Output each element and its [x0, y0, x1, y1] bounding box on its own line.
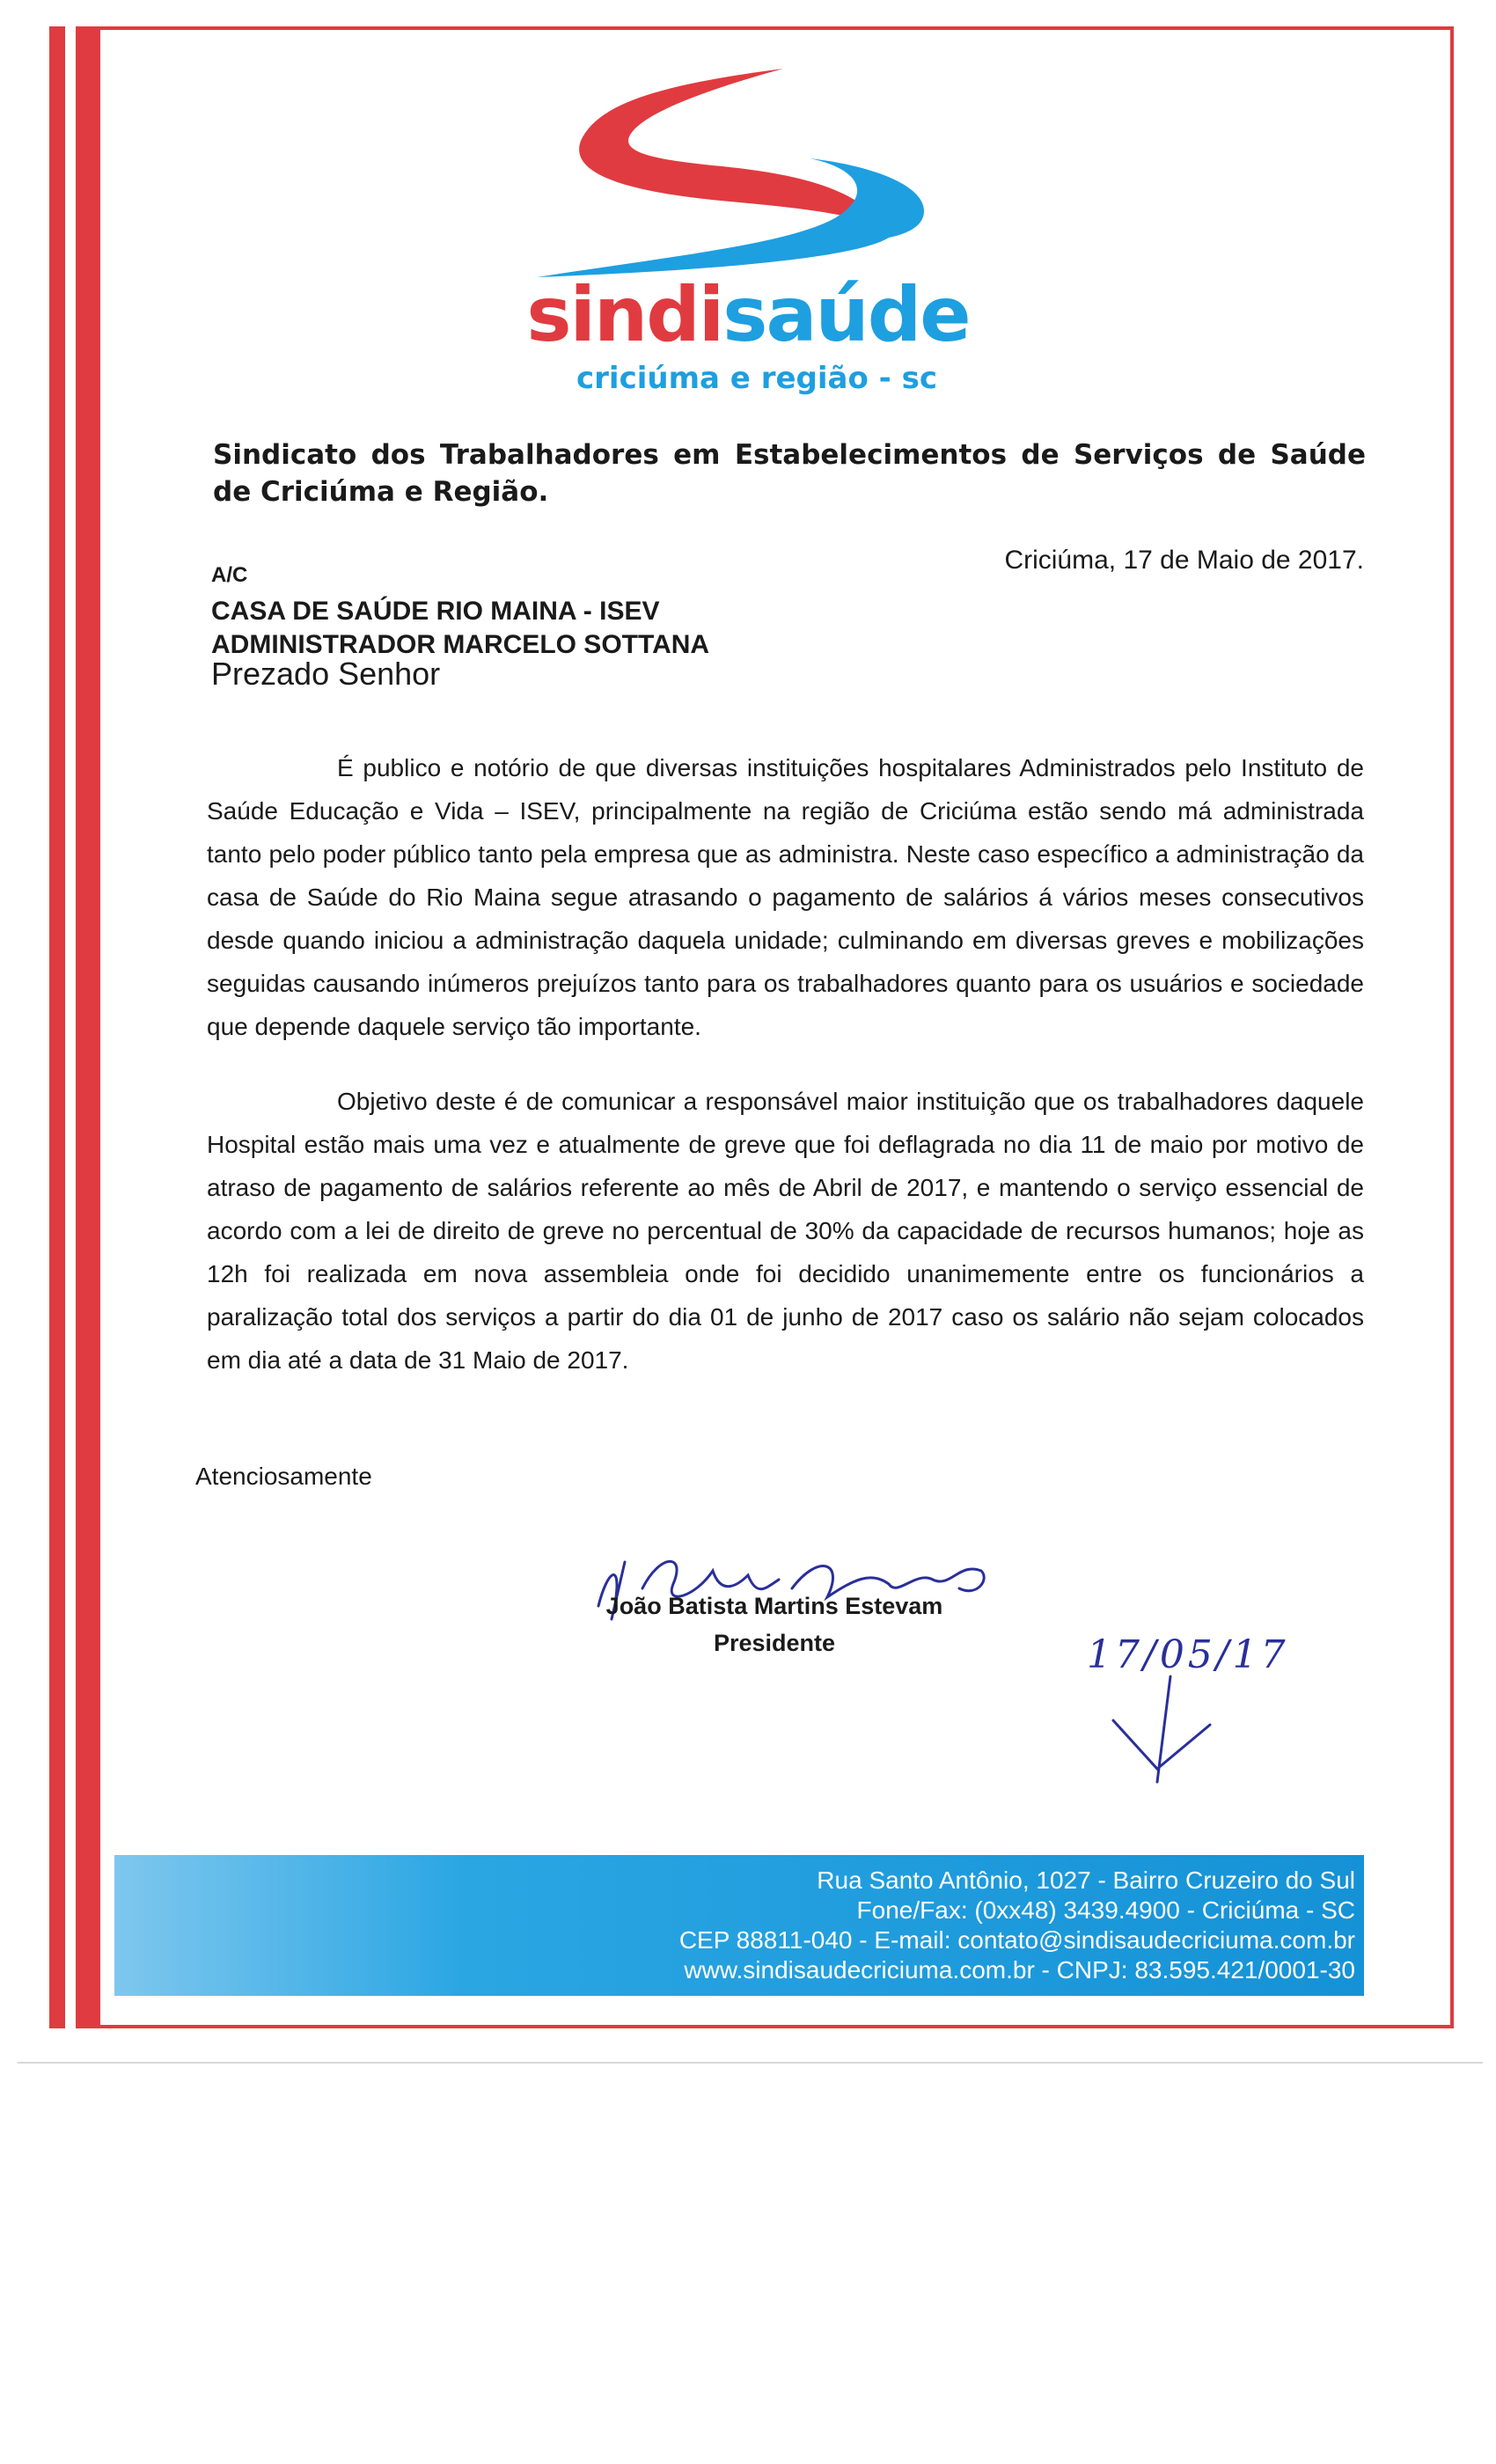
- attention-label: A/C: [211, 563, 248, 587]
- footer-cep-email: CEP 88811-040 - E-mail: contato@sindisaudecriciuma.com.br: [678, 1926, 1355, 1954]
- received-mark-icon: [1104, 1672, 1236, 1786]
- recipient-line-2: ADMINISTRADOR MARCELO SOTTANA: [211, 630, 710, 659]
- footer-address: Rua Santo Antônio, 1027 - Bairro Cruzeiro do Sul: [817, 1866, 1355, 1894]
- logo-word-red: sindi: [526, 271, 723, 359]
- signer-title: Presidente: [713, 1630, 836, 1656]
- side-band-gap: [65, 26, 76, 2028]
- logo-tagline: criciúma e região - sc: [576, 361, 937, 396]
- signer-name: João Batista Martins Estevam: [605, 1593, 943, 1619]
- bottom-rule: [18, 2062, 1483, 2064]
- logo-swoosh-icon: [519, 62, 942, 282]
- body-paragraph-1: É publico e notório de que diversas instituições hospitalares Administrados pelo Instituto de Saúde Educação e Vida – ISEV, principalmente na região de Criciúma estão sendo má administrada tanto pelo poder público tanto pela empresa que as administra. Neste caso específico a administração da casa de Saúde do Rio Maina segue atrasando o pagamento de salários á vários meses consecutivos desde quando iniciou a administração daquela unidade; culminando em diversas greves e mobilizações seguidas causando inúmeros prejuízos tanto para os trabalhadores quanto para os usuários e sociedade que depende daquele serviço tão importante.: [207, 754, 1364, 1040]
- recipient-line-1: CASA DE SAÚDE RIO MAINA - ISEV: [211, 597, 660, 626]
- recipient-block: [211, 595, 709, 662]
- footer-contact-lines: [679, 1866, 1355, 1985]
- body-paragraph-2: Objetivo deste é de comunicar a responsável maior instituição que os trabalhadores daquele Hospital estão mais uma vez e atualmente de greve que foi deflagrada no dia 11 de maio por motivo de atraso de pagamento de salários referente ao mês de Abril de 2017, e mantendo o serviço essencial de acordo com a lei de direito de greve no percentual de 30% da capacidade de recursos humanos; hoje as 12h foi realizada em nova assembleia onde foi decidido unanimemente entre os funcionários a paralização total dos serviços a partir do dia 01 de junho de 2017 caso os salário não sejam colocados em dia até a data de 31 Maio de 2017.: [207, 1088, 1364, 1374]
- organization-name: Sindicato dos Trabalhadores em Estabelecimentos de Serviços de Saúde de Criciúma e Região.: [213, 439, 1366, 508]
- red-side-band: [49, 26, 100, 2028]
- logo-wordmark: [475, 271, 1021, 359]
- logo-word-blue: saúde: [722, 271, 970, 359]
- footer-web-cnpj: www.sindisaudecriciuma.com.br - CNPJ: 83.595.421/0001-30: [684, 1956, 1355, 1984]
- salutation: Prezado Senhor: [211, 656, 441, 692]
- footer-phone: Fone/Fax: (0xx48) 3439.4900 - Criciúma - SC: [856, 1896, 1355, 1924]
- closing: Atenciosamente: [195, 1463, 372, 1490]
- received-date-handwritten: 17/05/17: [1087, 1632, 1289, 1677]
- footer-contact-band: [114, 1855, 1364, 1996]
- letter-date: Criciúma, 17 de Maio de 2017.: [1004, 546, 1364, 575]
